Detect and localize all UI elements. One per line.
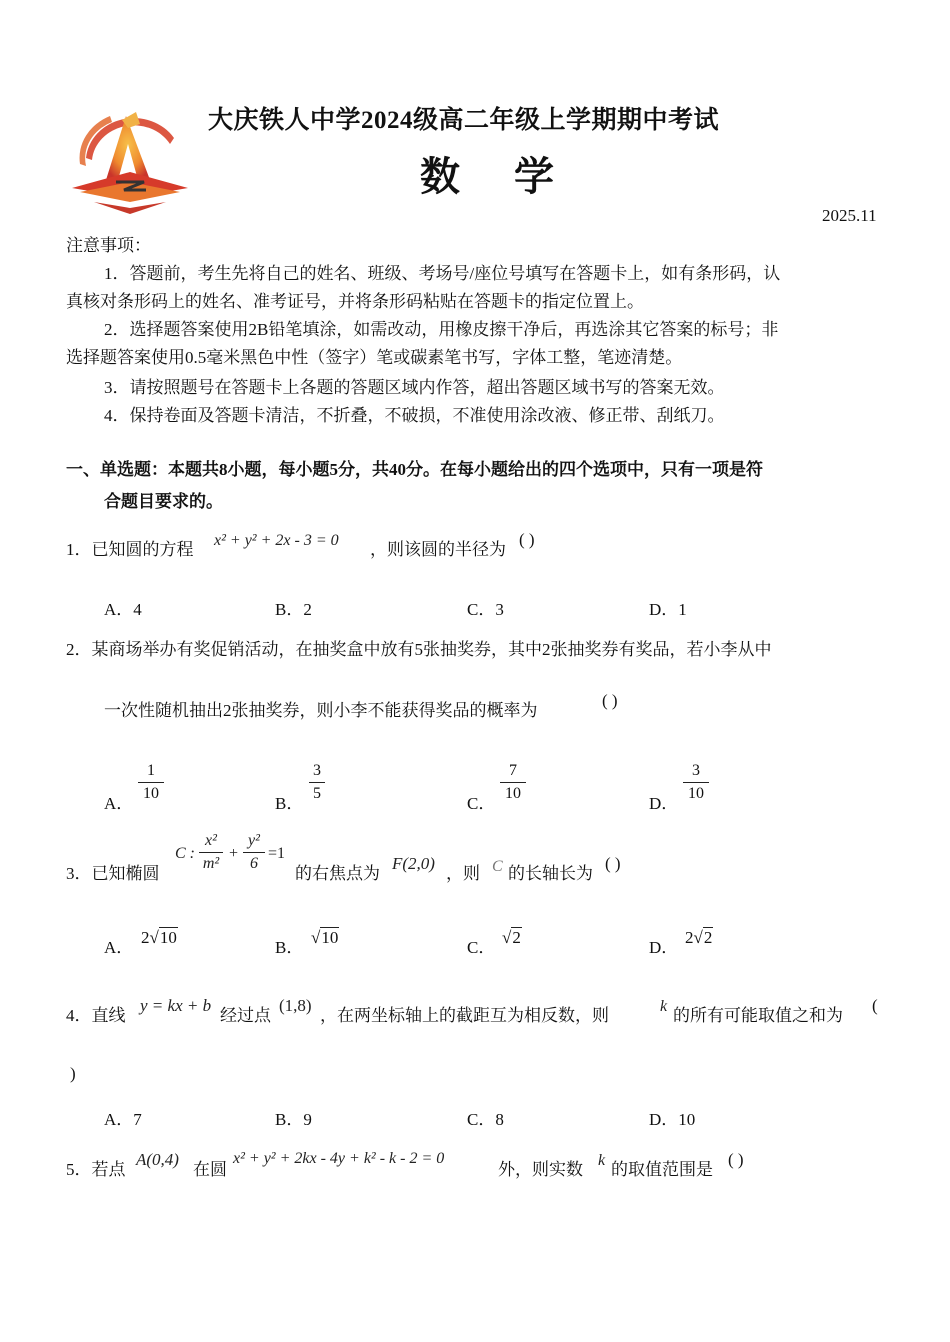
ellipse-fraction-x xyxy=(199,831,223,874)
fraction-numerator: 3 xyxy=(313,762,321,779)
fraction-denominator: 10 xyxy=(505,785,521,802)
line-equation: y = kx + b xyxy=(140,996,212,1015)
question-4-paren-close: ) xyxy=(70,1064,76,1083)
q2-option-c-fraction xyxy=(500,761,526,804)
question-5-suffix: 的取值范围是 xyxy=(611,1160,713,1179)
question-5-mid2: 外，则实数 xyxy=(498,1160,583,1179)
question-2-line2: 一次性随机抽出2张抽奖券，则小李不能获得奖品的概率为 xyxy=(104,701,538,720)
ellipse-fraction-y xyxy=(243,831,265,874)
equals-one: =1 xyxy=(268,845,286,862)
q2-option-a-fraction xyxy=(138,761,164,804)
fraction-numerator: x² xyxy=(205,832,217,849)
question-3-prefix: 3．已知椭圆 xyxy=(66,864,160,883)
fraction-denominator: m² xyxy=(202,855,220,872)
question-5-answer-paren: ( ) xyxy=(728,1150,744,1169)
question-4-prefix: 4．直线 xyxy=(66,1006,126,1025)
notice-item-4: 4．保持卷面及答题卡清洁，不折叠，不破损，不准使用涂改液、修正带、刮纸刀。 xyxy=(104,406,725,425)
fraction-denominator: 5 xyxy=(313,785,321,802)
q2-option-a-label: A． xyxy=(104,794,134,813)
q3-option-a-value xyxy=(141,928,178,948)
notice-item-1-cont: 真核对条形码上的姓名、准考证号，并将条形码粘贴在答题卡的指定位置上。 xyxy=(66,292,644,311)
subject-title: 数 学 xyxy=(420,154,576,199)
q3-option-b-value xyxy=(311,928,339,948)
question-2-line1: 2．某商场举办有奖促销活动，在抽奖盒中放有5张抽奖券，其中2张抽奖券有奖品，若小李从中 xyxy=(66,640,772,659)
q3-option-a-label: A． xyxy=(104,938,134,957)
q2-option-d-label: D． xyxy=(649,794,679,813)
q1-option-b: B．2 xyxy=(275,600,312,619)
school-logo xyxy=(66,98,196,216)
q1-option-a: A．4 xyxy=(104,600,142,619)
section-heading: 一、单选题：本题共8小题，每小题5分，共40分。在每小题给出的四个选项中，只有一项是符 xyxy=(66,460,763,479)
q4-option-b: B．9 xyxy=(275,1110,312,1129)
q3-option-d-label: D． xyxy=(649,938,679,957)
q4-option-d: D．10 xyxy=(649,1110,696,1129)
radicand: 2 xyxy=(512,928,521,947)
question-3-answer-paren: ( ) xyxy=(605,854,621,873)
question-5-prefix: 5．若点 xyxy=(66,1160,126,1179)
fraction-denominator: 10 xyxy=(143,785,159,802)
sqrt-sign: √ xyxy=(693,928,703,947)
question-3-comma: ，则 xyxy=(446,864,480,883)
question-2-answer-paren: ( ) xyxy=(602,691,618,710)
focus-point: F(2,0) xyxy=(392,854,435,873)
q2-option-d-fraction xyxy=(683,761,709,804)
section-heading-cont: 合题目要求的。 xyxy=(104,492,223,511)
q1-option-d: D．1 xyxy=(649,600,687,619)
fraction-denominator: 6 xyxy=(250,855,258,872)
coefficient: 2 xyxy=(685,928,694,947)
fraction-numerator: 3 xyxy=(692,762,700,779)
question-5-mid: 在圆 xyxy=(193,1160,227,1179)
q3-option-c-label: C． xyxy=(467,938,496,957)
sqrt-sign: √ xyxy=(502,928,512,947)
point-a: A(0,4) xyxy=(136,1150,179,1169)
k-symbol: k xyxy=(660,998,668,1015)
plus-sign: + xyxy=(228,845,239,862)
radicand: 10 xyxy=(321,928,339,947)
q2-option-b-fraction xyxy=(309,761,325,804)
exam-date: 2025.11 xyxy=(822,206,877,225)
q3-option-d-value xyxy=(685,928,713,948)
notice-item-1: 1．答题前，考生先将自己的姓名、班级、考场号/座位号填写在答题卡上，如有条形码，认 xyxy=(104,264,781,283)
fraction-numerator: 7 xyxy=(509,762,517,779)
question-4-mid1: 经过点 xyxy=(220,1006,271,1025)
fraction-numerator: 1 xyxy=(147,762,155,779)
exam-title: 大庆铁人中学2024级高二年级上学期期中考试 xyxy=(208,107,720,134)
sqrt-sign: √ xyxy=(311,928,321,947)
radicand: 10 xyxy=(159,928,177,947)
question-1-prefix: 1．已知圆的方程 xyxy=(66,540,194,559)
q4-option-a: A．7 xyxy=(104,1110,142,1129)
q2-option-b-label: B． xyxy=(275,794,304,813)
radicand: 2 xyxy=(703,928,713,947)
question-4-mid2: ，在两坐标轴上的截距互为相反数，则 xyxy=(320,1006,609,1025)
given-point: (1,8) xyxy=(279,996,312,1015)
q4-option-c: C．8 xyxy=(467,1110,504,1129)
ellipse-symbol: C xyxy=(492,858,503,875)
notice-item-2: 2．选择题答案使用2B铅笔填涂，如需改动，用橡皮擦干净后，再选涂其它答案的标号；非 xyxy=(104,320,779,339)
question-4-paren-open: ( xyxy=(872,996,878,1015)
question-1-answer-paren: ( ) xyxy=(519,530,535,549)
k-symbol: k xyxy=(598,1152,606,1169)
q1-option-c: C．3 xyxy=(467,600,504,619)
sqrt-sign: √ xyxy=(149,928,159,947)
notice-heading: 注意事项： xyxy=(66,236,151,255)
fraction-numerator: y² xyxy=(248,832,260,849)
question-4-suffix: 的所有可能取值之和为 xyxy=(673,1006,843,1025)
circle-equation: x² + y² + 2kx - 4y + k² - k - 2 = 0 xyxy=(233,1150,445,1167)
question-1-equation: x² + y² + 2x - 3 = 0 xyxy=(214,532,339,549)
question-3-mid: 的右焦点为 xyxy=(295,864,380,883)
q3-option-b-label: B． xyxy=(275,938,304,957)
ellipse-name: C : xyxy=(175,845,195,862)
q2-option-c-label: C． xyxy=(467,794,496,813)
q3-option-c-value xyxy=(502,928,522,948)
notice-item-3: 3．请按照题号在答题卡上各题的答题区域内作答，超出答题区域书写的答案无效。 xyxy=(104,378,725,397)
fraction-denominator: 10 xyxy=(688,785,704,802)
coefficient: 2 xyxy=(141,928,150,947)
question-3-suffix: 的长轴长为 xyxy=(508,864,593,883)
question-1-suffix: ，则该圆的半径为 xyxy=(370,540,506,559)
notice-item-2-cont: 选择题答案使用0.5毫米黑色中性（签字）笔或碳素笔书写，字体工整，笔迹清楚。 xyxy=(66,348,683,367)
